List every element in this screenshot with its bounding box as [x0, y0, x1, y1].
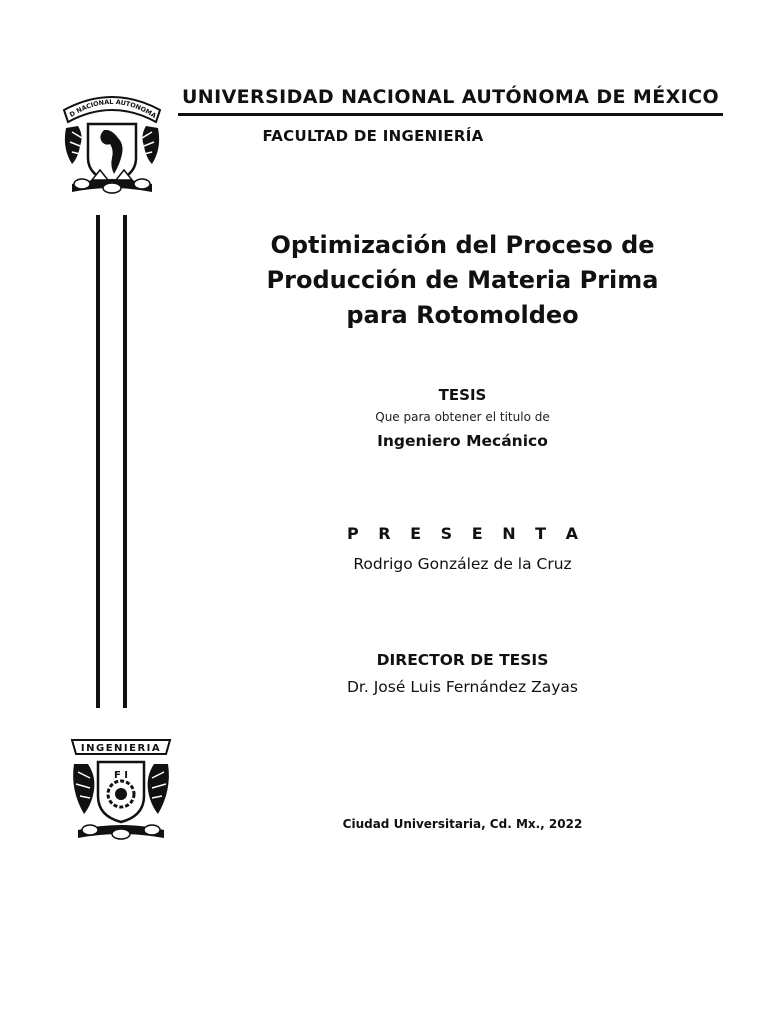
- vertical-rule-left: [96, 215, 100, 708]
- degree-title: Ingeniero Mecánico: [377, 432, 548, 450]
- degree-type: TESIS: [438, 386, 487, 404]
- thesis-title-line: para Rotomoldeo: [346, 301, 579, 329]
- unam-seal-icon: [58, 88, 166, 200]
- director-label: DIRECTOR DE TESIS: [376, 651, 549, 669]
- engineering-seal-icon: [68, 734, 174, 846]
- thesis-title-line: Optimización del Proceso de: [270, 231, 655, 259]
- faculty-name: FACULTAD DE INGENIERÍA: [262, 127, 484, 145]
- director-name: Dr. José Luis Fernández Zayas: [347, 678, 578, 696]
- unam-seal-text: D NACIONAL AUTONOMA: [68, 97, 158, 120]
- degree-intro: Que para obtener el titulo de: [375, 410, 550, 424]
- engineering-seal-text: INGENIERIA: [80, 743, 162, 754]
- thesis-title: [230, 228, 695, 333]
- presenta-label: P R E S E N T A: [346, 524, 586, 543]
- university-name: UNIVERSIDAD NACIONAL AUTÓNOMA DE MÉXICO: [181, 86, 720, 108]
- place-date: Ciudad Universitaria, Cd. Mx., 2022: [342, 817, 583, 831]
- header-rule: [178, 113, 723, 116]
- engineering-monogram: F I: [113, 770, 129, 781]
- thesis-title-line: Producción de Materia Prima: [266, 266, 659, 294]
- vertical-rule-right: [123, 215, 127, 708]
- author-name: Rodrigo González de la Cruz: [353, 555, 572, 573]
